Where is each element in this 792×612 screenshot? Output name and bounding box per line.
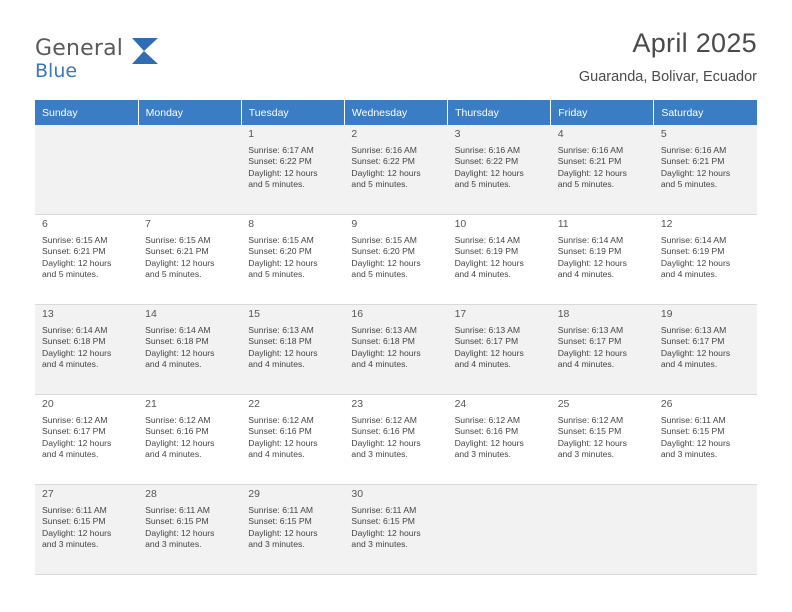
day-info-line: Sunrise: 6:17 AM xyxy=(248,144,314,155)
day-info-line: Daylight: 12 hours xyxy=(351,527,421,538)
calendar-day-cell xyxy=(344,305,447,395)
calendar-week-row xyxy=(35,305,757,395)
day-info-line: Sunrise: 6:11 AM xyxy=(145,504,210,515)
day-number: 11 xyxy=(557,218,569,230)
day-number: 14 xyxy=(145,308,157,320)
calendar-day-cell xyxy=(241,125,344,215)
day-info-line: and 5 minutes. xyxy=(145,269,202,280)
day-info-line: Daylight: 12 hours xyxy=(42,257,112,268)
day-info-line: Daylight: 12 hours xyxy=(145,347,215,358)
day-info-line: and 5 minutes. xyxy=(351,179,408,190)
day-info-line: and 5 minutes. xyxy=(351,269,408,280)
day-info-line: and 4 minutes. xyxy=(454,269,511,280)
day-number: 9 xyxy=(351,218,358,230)
day-number: 25 xyxy=(557,398,570,410)
calendar-day-cell xyxy=(138,485,241,575)
day-info-line: Daylight: 12 hours xyxy=(454,437,524,448)
calendar-week-row xyxy=(35,395,757,485)
flag-icon xyxy=(130,38,160,64)
day-info-line: Sunset: 6:15 PM xyxy=(145,516,209,527)
day-info-line: Sunrise: 6:11 AM xyxy=(42,504,107,515)
day-info-line: Sunrise: 6:15 AM xyxy=(145,234,211,245)
day-info-line: and 3 minutes. xyxy=(660,449,718,460)
day-info-line: Sunrise: 6:15 AM xyxy=(42,234,108,245)
day-info-line: Daylight: 12 hours xyxy=(660,437,731,448)
calendar-day-cell xyxy=(344,125,447,215)
weekday-header-monday: Monday xyxy=(138,100,241,125)
weekday-header-thursday: Thursday xyxy=(448,100,551,125)
day-number: 5 xyxy=(660,128,667,140)
day-info-line: Sunrise: 6:14 AM xyxy=(557,234,624,245)
day-info-line: Sunrise: 6:12 AM xyxy=(145,414,211,425)
calendar-day-cell xyxy=(241,395,344,485)
day-info-line: and 4 minutes. xyxy=(351,359,408,370)
calendar-table xyxy=(35,100,757,575)
day-info-line: Sunset: 6:22 PM xyxy=(351,156,415,167)
weekday-header-saturday: Saturday xyxy=(654,100,757,125)
day-info-line: Sunset: 6:19 PM xyxy=(454,246,519,257)
title-block xyxy=(579,28,757,85)
day-info-line: Sunrise: 6:15 AM xyxy=(351,234,417,245)
day-number: 26 xyxy=(660,398,673,410)
day-info-line: Daylight: 12 hours xyxy=(351,167,421,178)
calendar-day-cell xyxy=(138,215,241,305)
day-info-line: Daylight: 12 hours xyxy=(248,257,318,268)
day-info-line: Sunrise: 6:15 AM xyxy=(248,234,314,245)
day-number: 10 xyxy=(454,218,467,230)
weekday-header-friday: Friday xyxy=(551,100,654,125)
calendar-day-cell xyxy=(344,395,447,485)
day-info-line: Daylight: 12 hours xyxy=(42,437,112,448)
weekday-header-tuesday: Tuesday xyxy=(241,100,344,125)
calendar-day-cell xyxy=(138,395,241,485)
calendar-day-cell xyxy=(654,125,757,215)
calendar-day-cell xyxy=(551,305,654,395)
brand-name-blue: Blue xyxy=(35,60,78,82)
day-info-line: Daylight: 12 hours xyxy=(454,257,524,268)
calendar-day-cell xyxy=(448,305,551,395)
day-number: 23 xyxy=(351,398,364,410)
day-info-line: Sunrise: 6:13 AM xyxy=(557,324,624,335)
day-info-line: Sunset: 6:17 PM xyxy=(454,336,519,347)
day-info-line: Daylight: 12 hours xyxy=(248,437,318,448)
day-number: 13 xyxy=(42,308,54,320)
day-info-line: Sunrise: 6:13 AM xyxy=(248,324,314,335)
day-info-line: Daylight: 12 hours xyxy=(145,257,215,268)
day-info-line: Sunset: 6:15 PM xyxy=(248,516,312,527)
day-info-line: Sunset: 6:21 PM xyxy=(660,156,725,167)
brand-name-general: General xyxy=(35,36,124,61)
day-number: 4 xyxy=(557,128,564,140)
day-info-line: Sunset: 6:15 PM xyxy=(351,516,415,527)
day-number: 17 xyxy=(454,308,467,320)
day-info-line: Sunset: 6:19 PM xyxy=(557,246,622,257)
calendar-day-cell xyxy=(448,125,551,215)
day-info-line: Sunset: 6:17 PM xyxy=(42,426,106,437)
calendar-day-cell xyxy=(35,305,138,395)
day-number: 27 xyxy=(42,488,54,500)
day-info-line: Daylight: 12 hours xyxy=(557,437,627,448)
day-info-line: Sunrise: 6:16 AM xyxy=(660,144,727,155)
day-info-line: Sunset: 6:19 PM xyxy=(660,246,725,257)
calendar-day-cell xyxy=(35,485,138,575)
calendar-cell-empty xyxy=(551,485,654,575)
day-info-line: and 4 minutes. xyxy=(248,449,305,460)
day-info-line: and 4 minutes. xyxy=(660,359,718,370)
day-info-line: and 4 minutes. xyxy=(42,359,99,370)
calendar-day-cell xyxy=(551,395,654,485)
day-number: 3 xyxy=(454,128,461,140)
day-info-line: Sunrise: 6:12 AM xyxy=(351,414,417,425)
day-info-line: Sunset: 6:18 PM xyxy=(145,336,209,347)
day-info-line: Sunset: 6:16 PM xyxy=(248,426,312,437)
day-info-line: and 5 minutes. xyxy=(248,269,305,280)
day-info-line: Sunrise: 6:13 AM xyxy=(660,324,727,335)
day-number: 12 xyxy=(660,218,673,230)
day-info-line: Sunset: 6:16 PM xyxy=(454,426,519,437)
day-info-line: and 4 minutes. xyxy=(145,359,202,370)
day-number: 7 xyxy=(145,218,151,230)
calendar-day-cell xyxy=(35,215,138,305)
day-info-line: Sunrise: 6:16 AM xyxy=(557,144,624,155)
day-number: 19 xyxy=(660,308,673,320)
day-info-line: Daylight: 12 hours xyxy=(557,347,627,358)
day-info-line: Sunrise: 6:16 AM xyxy=(351,144,417,155)
day-info-line: and 3 minutes. xyxy=(351,449,408,460)
day-info-line: Sunrise: 6:14 AM xyxy=(42,324,108,335)
day-info-line: and 3 minutes. xyxy=(145,539,202,550)
day-info-line: Sunset: 6:16 PM xyxy=(351,426,415,437)
calendar-day-cell xyxy=(654,305,757,395)
day-number: 20 xyxy=(42,398,54,410)
day-info-line: Sunrise: 6:12 AM xyxy=(248,414,314,425)
day-info-line: Sunrise: 6:13 AM xyxy=(454,324,521,335)
day-info-line: and 5 minutes. xyxy=(557,179,615,190)
calendar-day-cell xyxy=(654,215,757,305)
day-number: 16 xyxy=(351,308,364,320)
weekday-header-sunday: Sunday xyxy=(35,100,138,125)
day-info-line: Sunset: 6:15 PM xyxy=(557,426,622,437)
day-info-line: Daylight: 12 hours xyxy=(351,347,421,358)
page-title: April 2025 xyxy=(632,28,757,58)
calendar-week-row xyxy=(35,215,757,305)
calendar-day-cell xyxy=(551,215,654,305)
day-info-line: and 4 minutes. xyxy=(454,359,511,370)
calendar-day-cell xyxy=(241,305,344,395)
day-info-line: and 3 minutes. xyxy=(351,539,408,550)
day-info-line: Daylight: 12 hours xyxy=(42,347,112,358)
day-info-line: Sunset: 6:17 PM xyxy=(557,336,622,347)
day-info-line: Sunrise: 6:14 AM xyxy=(145,324,211,335)
day-info-line: Sunset: 6:22 PM xyxy=(454,156,519,167)
page-header xyxy=(35,28,757,100)
day-info-line: Daylight: 12 hours xyxy=(145,527,215,538)
day-info-line: and 3 minutes. xyxy=(42,539,99,550)
day-number: 24 xyxy=(454,398,467,410)
calendar-day-cell xyxy=(448,215,551,305)
calendar-day-cell xyxy=(35,395,138,485)
day-info-line: Sunrise: 6:11 AM xyxy=(660,414,726,425)
day-info-line: and 4 minutes. xyxy=(248,359,305,370)
calendar-day-cell xyxy=(138,305,241,395)
day-info-line: Daylight: 12 hours xyxy=(145,437,215,448)
weekday-header-row xyxy=(35,100,757,125)
day-info-line: Sunset: 6:21 PM xyxy=(557,156,622,167)
calendar-day-cell xyxy=(241,215,344,305)
day-info-line: Sunrise: 6:16 AM xyxy=(454,144,521,155)
calendar-cell-empty xyxy=(35,125,138,215)
calendar-cell-empty xyxy=(138,125,241,215)
day-info-line: and 5 minutes. xyxy=(42,269,99,280)
day-info-line: Sunset: 6:18 PM xyxy=(351,336,415,347)
day-info-line: and 5 minutes. xyxy=(660,179,718,190)
day-info-line: Daylight: 12 hours xyxy=(248,527,318,538)
day-info-line: Sunrise: 6:14 AM xyxy=(454,234,521,245)
calendar-cell-empty xyxy=(654,485,757,575)
day-info-line: Daylight: 12 hours xyxy=(248,167,318,178)
calendar-day-cell xyxy=(344,215,447,305)
day-number: 15 xyxy=(248,308,260,320)
day-info-line: and 3 minutes. xyxy=(454,449,511,460)
calendar-week-row xyxy=(35,485,757,575)
calendar-day-cell xyxy=(654,395,757,485)
day-info-line: Daylight: 12 hours xyxy=(454,347,524,358)
day-number: 30 xyxy=(351,488,364,500)
day-info-line: Daylight: 12 hours xyxy=(42,527,112,538)
location-subtitle: Guaranda, Bolivar, Ecuador xyxy=(578,69,757,85)
day-info-line: Sunset: 6:20 PM xyxy=(248,246,312,257)
day-number: 1 xyxy=(248,128,255,140)
day-number: 22 xyxy=(248,398,260,410)
brand-logo xyxy=(35,38,215,81)
day-info-line: Sunset: 6:18 PM xyxy=(42,336,106,347)
day-info-line: Daylight: 12 hours xyxy=(351,437,421,448)
day-info-line: Daylight: 12 hours xyxy=(660,167,731,178)
day-info-line: Sunset: 6:16 PM xyxy=(145,426,209,437)
calendar-day-cell xyxy=(551,125,654,215)
day-number: 6 xyxy=(42,218,48,230)
day-info-line: and 4 minutes. xyxy=(557,359,615,370)
day-info-line: Sunset: 6:15 PM xyxy=(660,426,725,437)
day-info-line: Sunrise: 6:11 AM xyxy=(351,504,417,515)
day-info-line: Daylight: 12 hours xyxy=(660,257,731,268)
day-info-line: and 4 minutes. xyxy=(42,449,99,460)
day-info-line: Sunset: 6:15 PM xyxy=(42,516,106,527)
day-info-line: Sunrise: 6:12 AM xyxy=(557,414,624,425)
day-info-line: and 5 minutes. xyxy=(248,179,305,190)
calendar-cell-empty xyxy=(448,485,551,575)
day-info-line: Sunrise: 6:11 AM xyxy=(248,504,314,515)
day-number: 18 xyxy=(557,308,570,320)
day-info-line: Daylight: 12 hours xyxy=(557,257,627,268)
day-info-line: Sunset: 6:18 PM xyxy=(248,336,312,347)
day-info-line: Daylight: 12 hours xyxy=(660,347,731,358)
day-info-line: Daylight: 12 hours xyxy=(248,347,318,358)
day-info-line: and 4 minutes. xyxy=(660,269,718,280)
day-number: 29 xyxy=(248,488,260,500)
calendar-body xyxy=(35,125,757,575)
day-info-line: Sunrise: 6:13 AM xyxy=(351,324,417,335)
day-info-line: and 5 minutes. xyxy=(454,179,511,190)
calendar-week-row xyxy=(35,125,757,215)
day-info-line: Daylight: 12 hours xyxy=(557,167,627,178)
weekday-header-wednesday: Wednesday xyxy=(344,100,447,125)
day-info-line: Sunset: 6:20 PM xyxy=(351,246,415,257)
day-info-line: Sunset: 6:17 PM xyxy=(660,336,725,347)
calendar-day-cell xyxy=(241,485,344,575)
calendar-day-cell xyxy=(448,395,551,485)
day-info-line: Daylight: 12 hours xyxy=(351,257,421,268)
day-info-line: Sunrise: 6:12 AM xyxy=(454,414,521,425)
day-number: 28 xyxy=(145,488,157,500)
day-info-line: Sunset: 6:21 PM xyxy=(145,246,209,257)
day-number: 21 xyxy=(145,398,157,410)
day-number: 8 xyxy=(248,218,255,230)
day-info-line: and 4 minutes. xyxy=(145,449,202,460)
calendar-day-cell xyxy=(344,485,447,575)
day-info-line: Sunset: 6:21 PM xyxy=(42,246,106,257)
day-number: 2 xyxy=(351,128,358,140)
day-info-line: Sunrise: 6:14 AM xyxy=(660,234,727,245)
day-info-line: and 4 minutes. xyxy=(557,269,615,280)
day-info-line: Sunrise: 6:12 AM xyxy=(42,414,108,425)
day-info-line: and 3 minutes. xyxy=(248,539,305,550)
day-info-line: Sunset: 6:22 PM xyxy=(248,156,312,167)
day-info-line: Daylight: 12 hours xyxy=(454,167,524,178)
day-info-line: and 3 minutes. xyxy=(557,449,615,460)
